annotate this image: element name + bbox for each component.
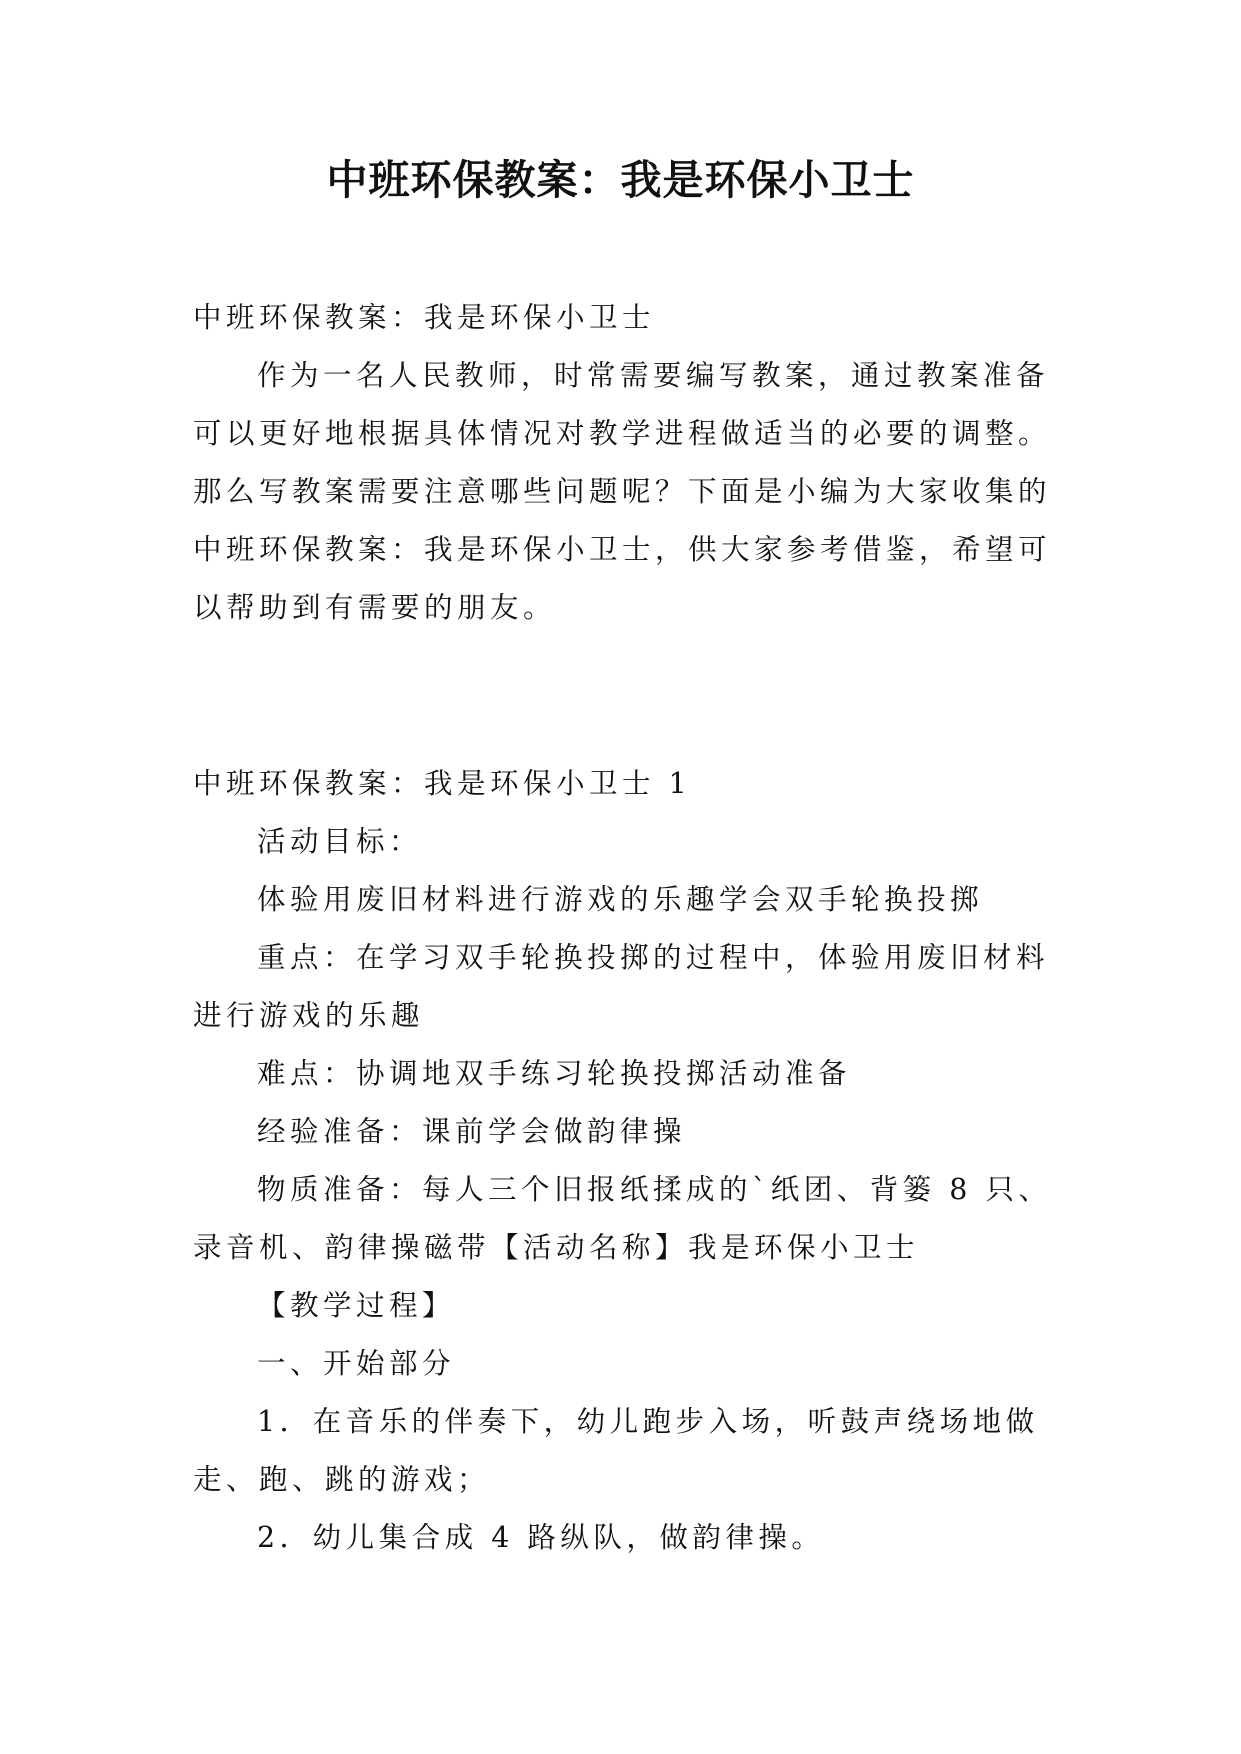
process-heading: 【教学过程】 [257,1289,456,1322]
difficulty: 难点：协调地双手练习轮换投掷活动准备 [257,1057,852,1090]
section-heading: 中班环保教案：我是环保小卫士 1 [193,767,692,800]
goal-text: 体验用废旧材料进行游戏的乐趣学会双手轮换投掷 [257,883,984,916]
intro-heading: 中班环保教案：我是环保小卫士 [193,301,656,334]
step-2: 2．幼儿集合成 4 路纵队，做韵律操。 [257,1521,825,1554]
material-prep: 物质准备：每人三个旧报纸揉成的`纸团、背篓 8 只、录音机、韵律操磁带【活动名称】我是环保小卫士 [193,1173,1052,1264]
experience-prep: 经验准备：课前学会做韵律操 [257,1115,687,1148]
goal-label: 活动目标： [257,825,423,858]
document-title: 中班环保教案：我是环保小卫士 [326,156,915,204]
intro-paragraph: 作为一名人民教师，时常需要编写教案，通过教案准备可以更好地根据具体情况对教学进程做适当的必要的调整。那么写教案需要注意哪些问题呢？下面是小编为大家收集的中班环保教案：我是环保小卫士，供大家参考借鉴，希望可以帮助到有需要的朋友。 [193,359,1052,624]
key-point: 重点：在学习双手轮换投掷的过程中，体验用废旧材料进行游戏的乐趣 [193,941,1050,1032]
part-one-heading: 一、开始部分 [257,1347,456,1380]
section-1 [193,755,1055,1567]
step-1: 1．在音乐的伴奏下，幼儿跑步入场，听鼓声绕场地做走、跑、跳的游戏； [193,1405,1039,1496]
intro-section [193,289,1055,637]
